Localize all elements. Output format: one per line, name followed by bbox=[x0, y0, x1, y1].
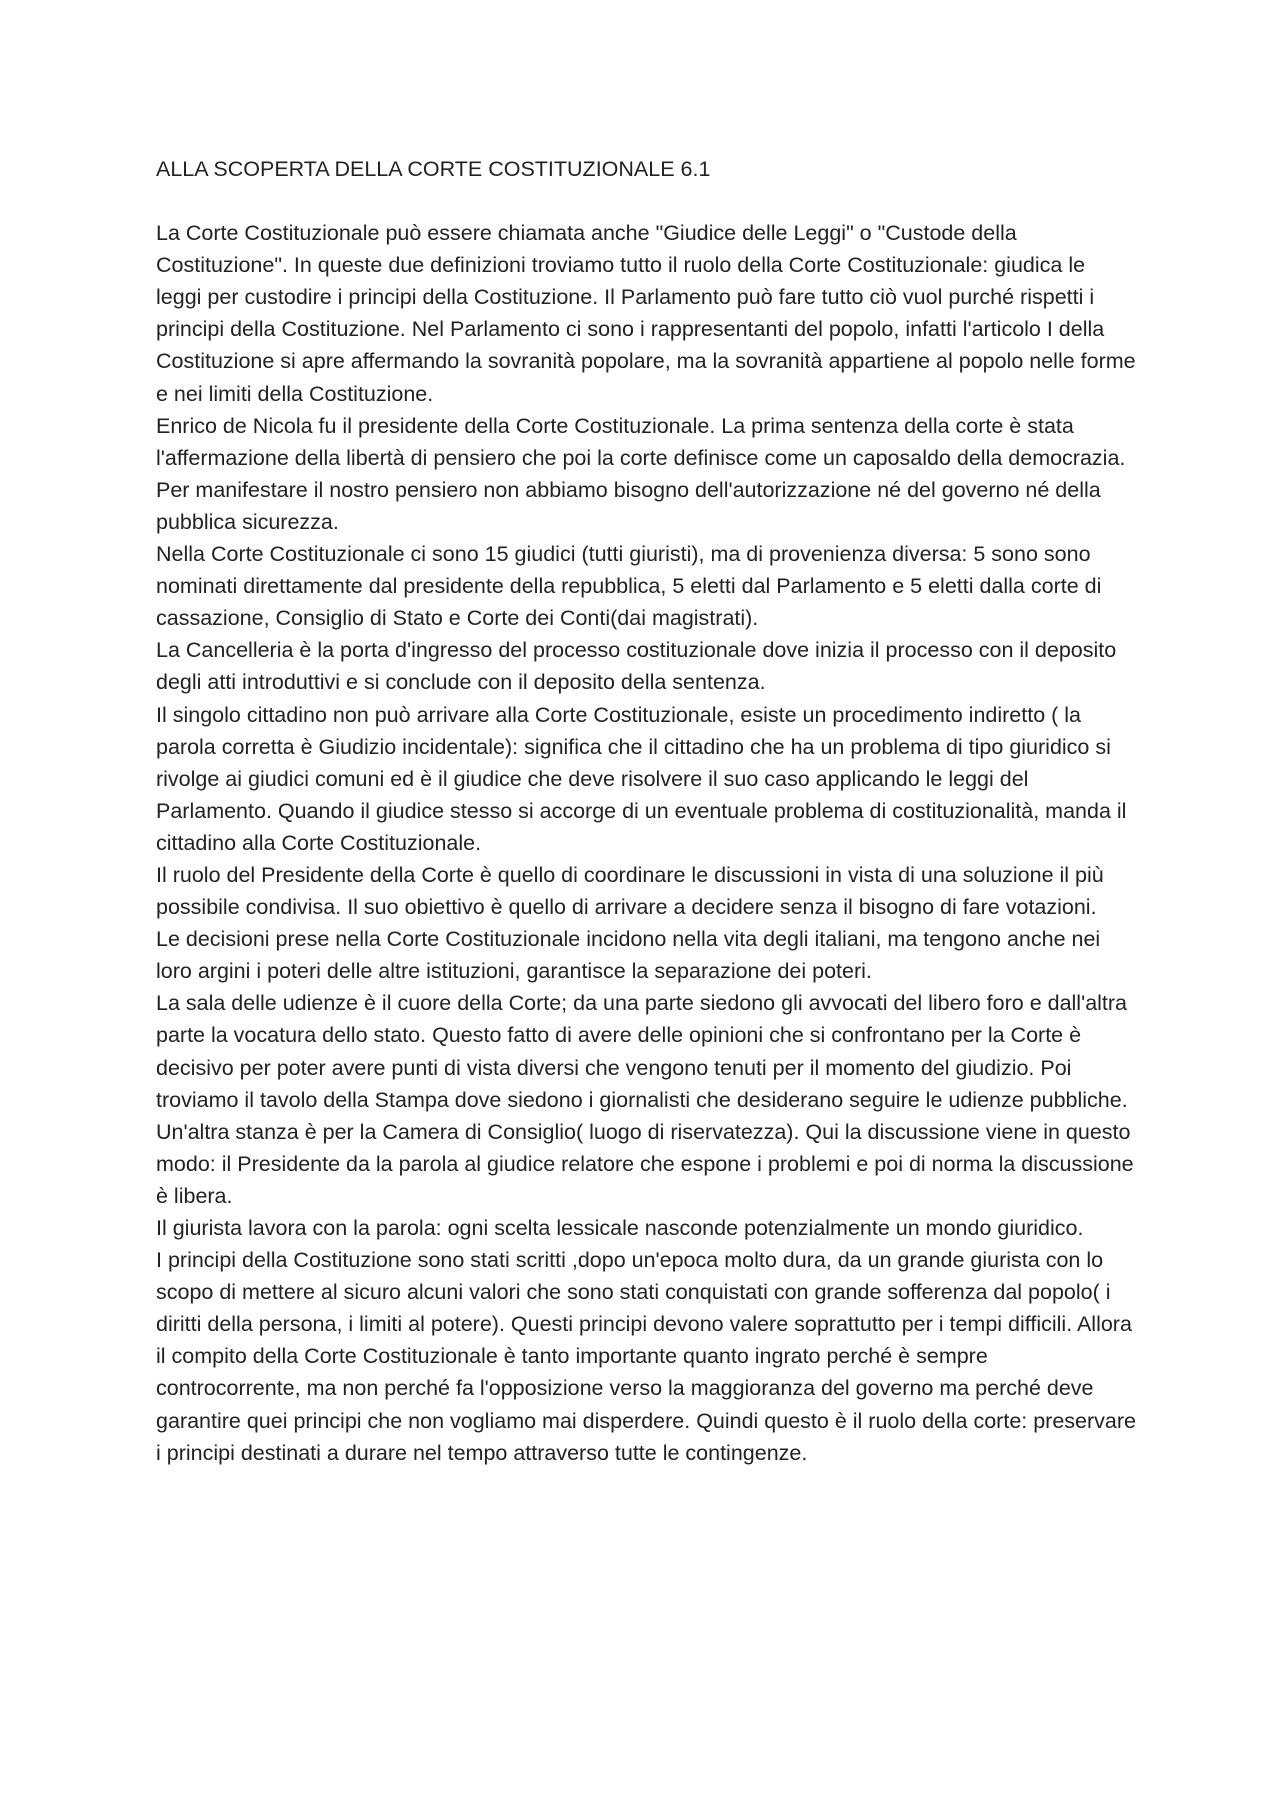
paragraph-de-nicola: Enrico de Nicola fu il presidente della Corte Costituzionale. La prima sentenza della corte è stata l'affermazione della libertà di pensiero che poi la corte definisce come un caposaldo della democrazia. Per manifestare il nostro pensiero non abbiamo bisogno dell'autorizzazione né del governo né della pubblica sicurezza. bbox=[156, 413, 1126, 534]
paragraph-jurist-word: Il giurista lavora con la parola: ogni scelta lessicale nasconde potenzialmente un mondo giuridico. bbox=[156, 1216, 1084, 1240]
paragraph-constitution-principles: I principi della Costituzione sono stati scritti ,dopo un'epoca molto dura, da un grande giurista con lo scopo di mettere al sicuro alcuni valori che sono stati conquistati con grande sofferenza dal popolo( i diritti della persona, i limiti al potere). Questi principi devono valere soprattutto per i tempi difficili. Allora il compito della Corte Costituzionale è tanto importante quanto ingrato perché è sempre controcorrente, ma non perché fa l'opposizione verso la maggioranza del governo ma perché deve garantire quei principi che non vogliamo mai disperdere. Quindi questo è il ruolo della corte: preservare i principi destinati a durare nel tempo attraverso tutte le contingenze. bbox=[156, 1248, 1136, 1465]
paragraph-judges: Nella Corte Costituzionale ci sono 15 giudici (tutti giuristi), ma di provenienza diversa: 5 sono sono nominati direttamente dal presidente della repubblica, 5 eletti dal Parlamento e 5 eletti dalla corte di cassazione, Consiglio di Stato e Corte dei Conti(dai magistrati). bbox=[156, 542, 1102, 631]
paragraph-cancelleria: La Cancelleria è la porta d'ingresso del processo costituzionale dove inizia il processo con il deposito degli atti introduttivi e si conclude con il deposito della sentenza. bbox=[156, 638, 1117, 695]
document-body bbox=[156, 153, 1136, 1469]
paragraph-president-role: Il ruolo del Presidente della Corte è quello di coordinare le discussioni in vista di una soluzione il più possibile condivisa. Il suo obiettivo è quello di arrivare a decidere senza il bisogno di fare votazioni. bbox=[156, 862, 1104, 920]
document-title: ALLA SCOPERTA DELLA CORTE COSTITUZIONALE 6.1 bbox=[156, 157, 711, 181]
paragraph-definitions: La Corte Costituzionale può essere chiamata anche "Giudice delle Leggi" o "Custode della Costituzione". In queste due definizioni troviamo tutto il ruolo della Corte Costituzionale: giudica le leggi per custodire i principi della Costituzione. Il Parlamento può fare tutto ciò vuol purché rispetti i principi della Costituzione. Nel Parlamento ci sono i rappresentanti del popolo, infatti l'articolo I della Costituzione si apre affermando la sovranità popolare, ma la sovranità appartiene al popolo nelle forme e nei limiti della Costituzione. bbox=[156, 221, 1136, 406]
paragraph-hearing-room: La sala delle udienze è il cuore della Corte; da una parte siedono gli avvocati del libero foro e dall'altra parte la vocatura dello stato. Questo fatto di avere delle opinioni che si confrontano per la Corte è decisivo per poter avere punti di vista diversi che vengono tenuti per il momento del giudizio. Poi troviamo il tavolo della Stampa dove siedono i giornalisti che desiderano seguire le udienze pubbliche. bbox=[156, 991, 1128, 1112]
paragraph-citizen-access: Il singolo cittadino non può arrivare alla Corte Costituzionale, esiste un procedimento indiretto ( la parola corretta è Giudizio incidentale): significa che il cittadino che ha un problema di tipo giuridico si rivolge ai giudici comuni ed è il giudice che deve risolvere il suo caso applicando le leggi del Parlamento. Quando il giudice stesso si accorge di un eventuale problema di costituzionalità, manda il cittadino alla Corte Costituzionale. bbox=[156, 702, 1127, 855]
paragraph-decisions: Le decisioni prese nella Corte Costituzionale incidono nella vita degli italiani, ma tengono anche nei loro argini i poteri delle altre istituzioni, garantisce la separazione dei poteri. bbox=[156, 927, 1101, 984]
paragraph-council-chamber: Un'altra stanza è per la Camera di Consiglio( luogo di riservatezza). Qui la discussione viene in questo modo: il Presidente da la parola al giudice relatore che espone i problemi e poi di norma la discussione è libera. bbox=[156, 1119, 1134, 1208]
